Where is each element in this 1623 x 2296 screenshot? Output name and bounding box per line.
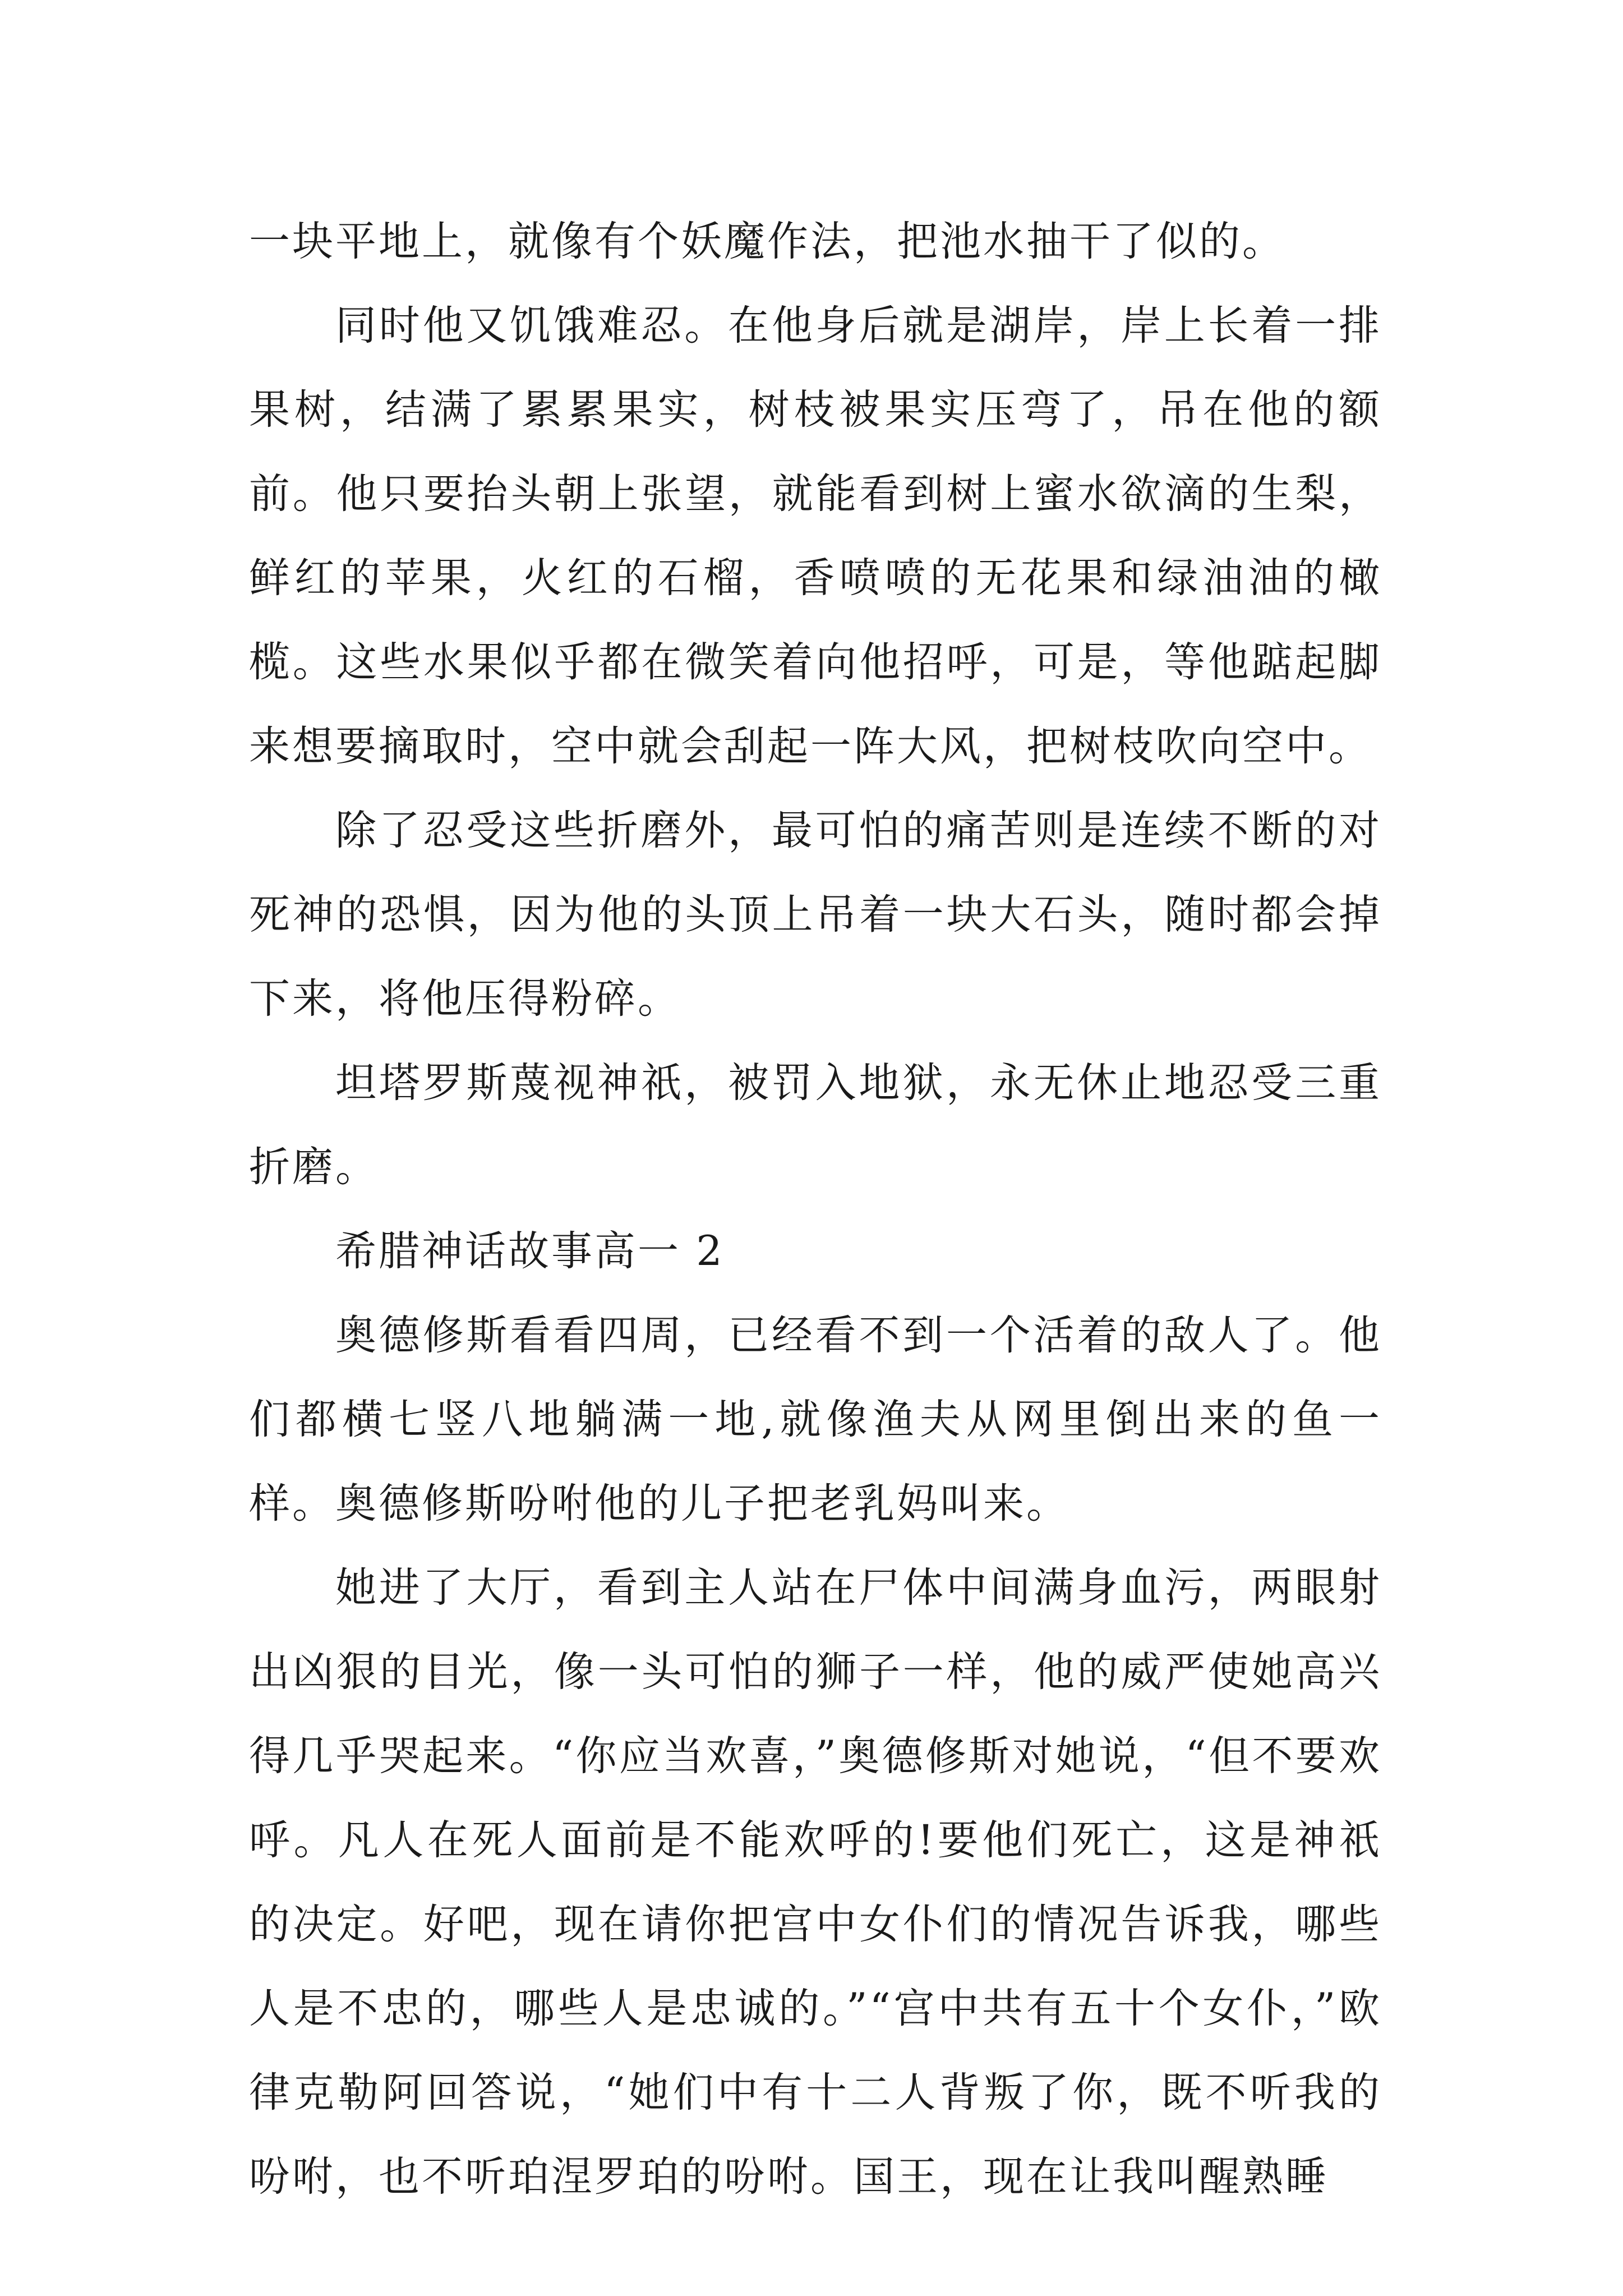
section-heading: 希腊神话故事高一 2 [335, 1227, 725, 1275]
paragraph-fear: 除了忍受这些折磨外，最可怕的痛苦则是连续不断的对死神的恐惧，因为他的头顶上吊着一块大石头，随时都会掉下来，将他压得粉碎。 [249, 807, 1382, 1023]
paragraph-odysseus: 奥德修斯看看四周，已经看不到一个活着的敌人了。他们都横七竖八地躺满一地,就像渔夫从网里倒出来的鱼一样。奥德修斯吩咐他的儿子把老乳妈叫来。 [249, 1312, 1382, 1527]
paragraph-hall: 她进了大厅，看到主人站在尸体中间满身血污，两眼射出凶狠的目光，像一头可怕的狮子一样，他的威严使她高兴得几乎哭起来。“你应当欢喜，”奥德修斯对她说，“但不要欢呼。凡人在死人面前是不能欢呼的!要他们死亡，这是神祇的决定。好吧，现在请你把宫中女仆们的情况告诉我，哪些人是不忠的，哪些人是忠诚的。”“宫中共有五十个女仆，”欧律克勒阿回答说，“她们中有十二人背叛了你，既不听我的吩咐，也不听珀涅罗珀的吩咐。国王，现在让我叫醒熟睡 [249, 1564, 1382, 2201]
paragraph-punishment: 坦塔罗斯蔑视神祇，被罚入地狱，永无休止地忍受三重折磨。 [249, 1059, 1382, 1191]
paragraph-continuation: 一块平地上，就像有个妖魔作法，把池水抽干了似的。 [249, 218, 1285, 265]
paragraph-hunger: 同时他又饥饿难忍。在他身后就是湖岸，岸上长着一排果树，结满了累累果实，树枝被果实压弯了，吊在他的额前。他只要抬头朝上张望，就能看到树上蜜水欲滴的生梨，鲜红的苹果，火红的石榴，香喷喷的无花果和绿油油的橄榄。这些水果似乎都在微笑着向他招呼，可是，等他踮起脚来想要摘取时，空中就会刮起一阵大风，把树枝吹向空中。 [249, 302, 1382, 770]
document-body [249, 200, 1382, 2219]
